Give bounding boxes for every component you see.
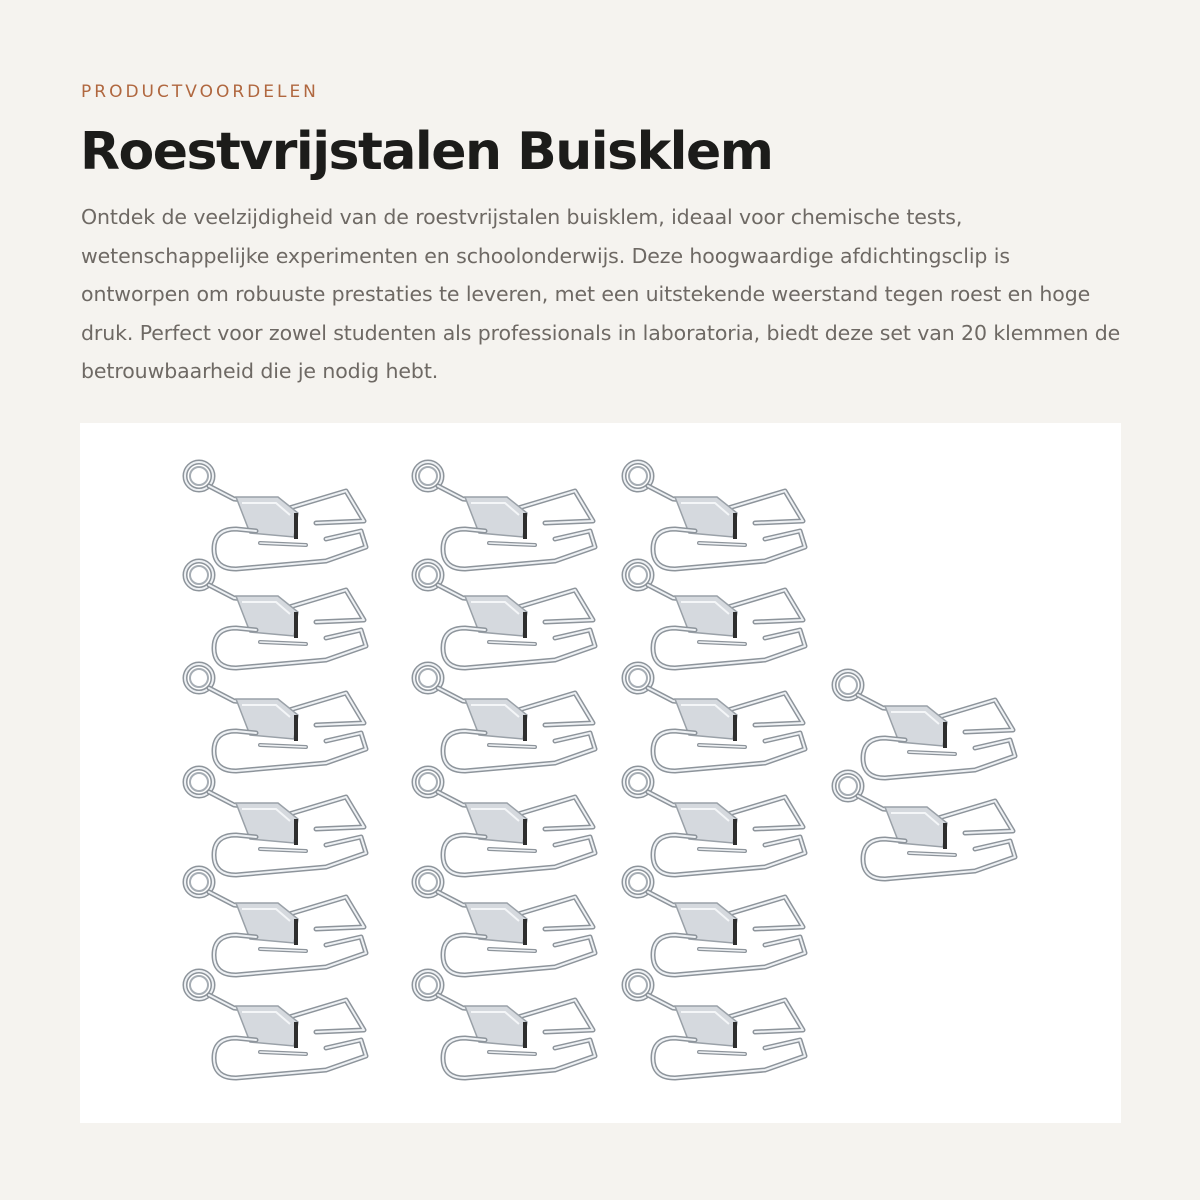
clamp-image (176, 968, 376, 1088)
clamp-image (615, 661, 815, 781)
clamp-image (176, 558, 376, 678)
section-eyebrow: PRODUCTVOORDELEN (81, 82, 319, 102)
clamp-image (615, 558, 815, 678)
product-title: Roestvrijstalen Buisklem (80, 122, 773, 182)
clamp-image (176, 865, 376, 985)
clamp-image (405, 661, 605, 781)
product-description: Ontdek de veelzijdigheid van de roestvrijstalen buisklem, ideaal voor chemische tests, wetenschappelijke experimenten en schoolonderwijs. Deze hoogwaardige afdichtingsclip is ontworpen om robuuste prestaties te leveren, met een uitstekende weerstand tegen roest en hoge druk. Perfect voor zowel studenten als professionals in laboratoria, biedt deze set van 20 klemmen de betrouwbaarheid die je nodig hebt. (81, 205, 1121, 383)
clamp-image (176, 661, 376, 781)
clamp-image (615, 865, 815, 985)
product-photo (80, 423, 1121, 1123)
clamp-image (825, 769, 1025, 889)
clamp-image (615, 968, 815, 1088)
clamp-image (405, 558, 605, 678)
clamp-image (405, 968, 605, 1088)
clamp-image (405, 865, 605, 985)
